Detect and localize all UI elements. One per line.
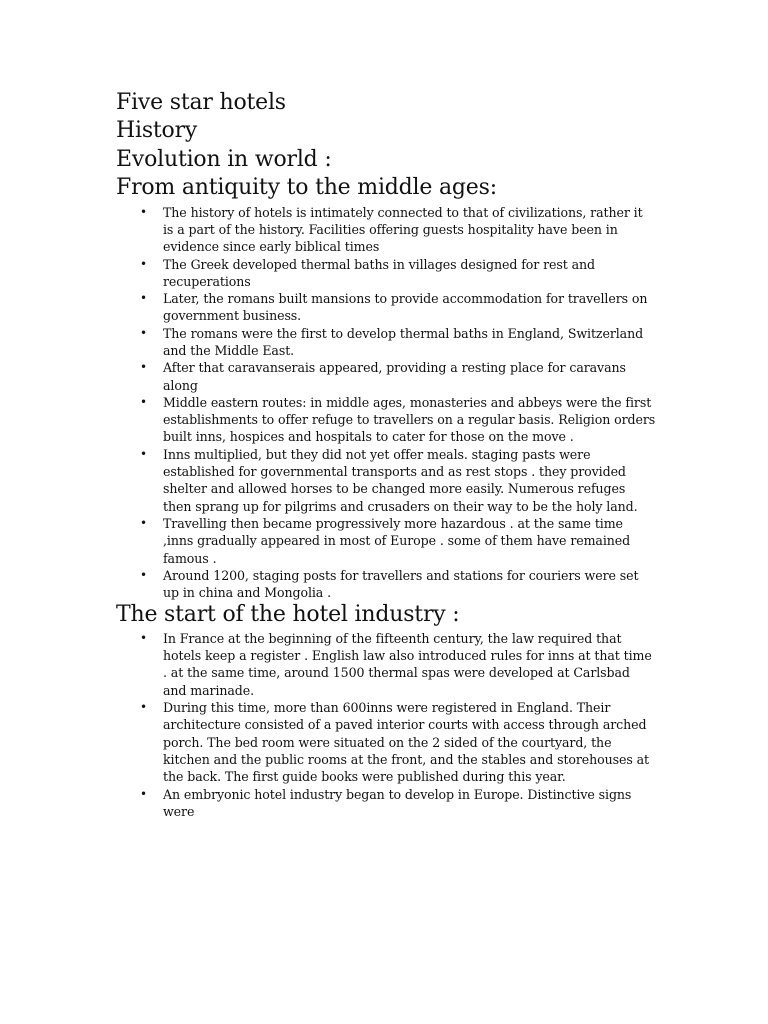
list-item <box>116 256 656 291</box>
document-title: Five star hotels <box>116 90 286 115</box>
heading-antiquity-middle-ages: From antiquity to the middle ages: <box>116 175 497 201</box>
list-item-text: During this time, more than 600inns were registered in England. Their architecture consisted of a paved interior courts with access through arched porch. The bed room were situated on the 2 sided of the courtyard, the kitchen and the public rooms at the front, and the stables and storehouses at the back. The first guide books were published during this year. <box>163 700 650 785</box>
list-item <box>116 699 656 785</box>
heading-evolution: Evolution in world : <box>116 146 332 172</box>
list-item <box>116 515 656 567</box>
bullet-icon: • <box>140 446 147 461</box>
list-item <box>116 630 656 699</box>
list-item <box>116 325 656 360</box>
list-item-text: Later, the romans built mansions to provide accommodation for travellers on government business. <box>163 291 648 324</box>
list-item <box>116 204 656 256</box>
bullet-icon: • <box>140 394 147 409</box>
document-page <box>116 89 656 820</box>
list-item-text: Travelling then became progressively more hazardous . at the same time ,inns gradually appeared in most of Europe . some of them have remained famous . <box>163 515 631 566</box>
list-item-text: The Greek developed thermal baths in villages designed for rest and recuperations <box>163 256 595 289</box>
list-item <box>116 567 656 602</box>
bullet-list-antiquity <box>116 204 656 602</box>
bullet-icon: • <box>140 204 147 219</box>
list-item-text: The romans were the first to develop thermal baths in England, Switzerland and the Middle East. <box>163 325 644 358</box>
list-item-text: In France at the beginning of the fifteenth century, the law required that hotels keep a register . English law also introduced rules for inns at that time . at the same time, around 1500 thermal spas were developed at Carlsbad and marinade. <box>163 630 652 698</box>
bullet-icon: • <box>140 360 147 375</box>
bullet-icon: • <box>140 700 147 715</box>
bullet-list-hotel-industry <box>116 630 656 820</box>
list-item-text: Middle eastern routes: in middle ages, monasteries and abbeys were the first establishments to offer refuge to travellers on a regular basis. Religion orders built inns, hospices and hospitals to cater for those on the move . <box>163 394 656 445</box>
list-item <box>116 290 656 325</box>
heading-hotel-industry: The start of the hotel industry : <box>116 602 460 628</box>
bullet-icon: • <box>140 256 147 271</box>
bullet-icon: • <box>140 515 147 530</box>
list-item <box>116 446 656 515</box>
bullet-icon: • <box>140 630 147 645</box>
list-item-text: Inns multiplied, but they did not yet offer meals. staging pasts were established for governmental transports and as rest stops . they provided shelter and allowed horses to be changed more easily. Numerous refuges then sprang up for pilgrims and crusaders on their way to be the holy land. <box>163 446 638 514</box>
bullet-icon: • <box>140 786 147 801</box>
list-item-text: After that caravanserais appeared, providing a resting place for caravans along <box>163 360 626 393</box>
list-item-text: The history of hotels is intimately connected to that of civilizations, rather it is a part of the history. Facilities offering guests hospitality have been in evidence since early biblical times <box>163 204 643 255</box>
list-item <box>116 394 656 446</box>
list-item-text: Around 1200, staging posts for travellers and stations for couriers were set up in china and Mongolia . <box>163 567 639 601</box>
list-item-text: An embryonic hotel industry began to develop in Europe. Distinctive signs were <box>163 786 632 819</box>
heading-history: History <box>116 118 198 144</box>
bullet-icon: • <box>140 567 147 582</box>
bullet-icon: • <box>140 291 147 306</box>
list-item <box>116 786 656 821</box>
list-item <box>116 359 656 394</box>
bullet-icon: • <box>140 325 147 340</box>
